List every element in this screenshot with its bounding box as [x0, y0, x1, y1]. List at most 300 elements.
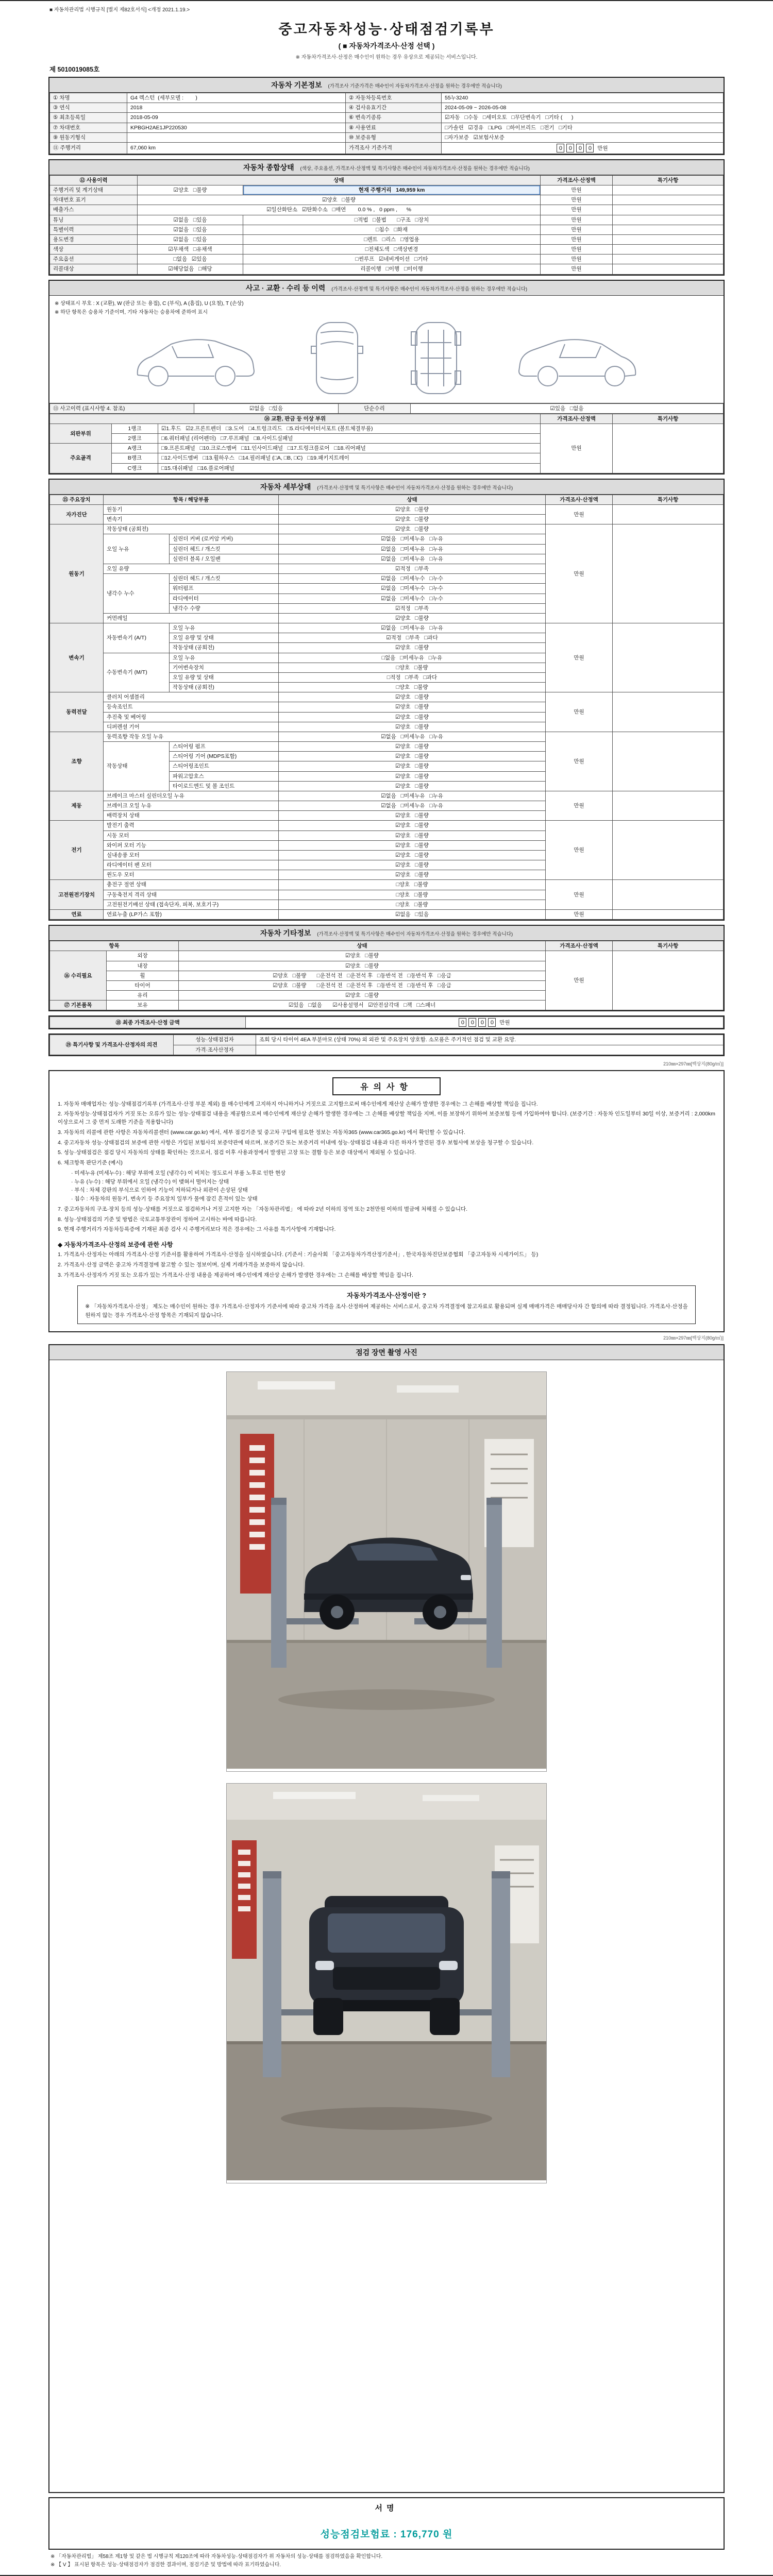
cell: 상태: [279, 495, 546, 504]
cell: ☑없음 □미세누유 □누유: [279, 554, 546, 564]
cell: [613, 821, 724, 880]
legend-codes: ※ 상태표시 부호 : X (교환), W (판금 또는 용접), C (부식), A (흠집), U (요철), T (손상): [55, 300, 244, 307]
cell: [613, 504, 724, 524]
cell: ☑양호 □불량: [279, 781, 546, 791]
print-spec: 210㎜×297㎜[백상지(80g/㎡)]: [663, 1061, 724, 1066]
cell: 2024-05-09 ~ 2026-05-08: [442, 103, 724, 113]
cell: 외장: [107, 951, 179, 961]
cell: 라디에이터: [170, 594, 279, 603]
cell: ☑적정 □부족: [279, 564, 546, 573]
cell: 2018-05-09: [127, 113, 346, 123]
section-accident-header: [49, 281, 724, 296]
section-accident-history: [48, 280, 725, 474]
cell: 가격조사·산정액: [541, 414, 613, 423]
cell: 오일 유량 및 상태: [170, 633, 279, 643]
table-row: [50, 93, 724, 103]
cell: 원동기: [50, 524, 104, 623]
cell: 특별이력: [50, 225, 138, 234]
notice-item: 5. 성능·상태점검은 점검 당시 자동차의 상태를 확인하는 것으로서, 점검 이후 사용과정에서 발생된 고장 또는 결함 등은 보증 대상에서 제외될 수 있습니다.: [58, 1149, 416, 1156]
amount-digit-box: 0: [468, 1018, 476, 1027]
cell: 배출가스: [50, 205, 138, 215]
cell: 만원: [546, 791, 613, 821]
cell: 수동변속기 (M/T): [104, 653, 170, 692]
cell: 만원: [541, 234, 613, 244]
amount-digit-box: 0: [478, 1018, 486, 1027]
cell: 변속기: [50, 623, 104, 692]
cell: 고전원전기배선 상태 (접속단자, 피복, 보호기구): [104, 900, 279, 909]
cell: ☑양호 □불량: [279, 831, 546, 840]
cell: ☑양호 □불량: [138, 195, 541, 205]
section-signature: [48, 2497, 725, 2550]
table-row: [50, 880, 724, 890]
cell: 67,060 km: [127, 142, 346, 154]
table-row: [50, 225, 724, 234]
cell: ☑양호 □불량: [279, 870, 546, 880]
notice-item: 1. 가격조사·산정자는 아래의 가격조사·산정 기준서를 활용하여 가격조사·산정을 실시하였습니다. (기준서 : 기술사회 「중고자동차가격산정기준서」, 한국자동차진단보증협회 「중고자동차 시세가이드」 등): [58, 1251, 539, 1258]
footer-line-1: ※ 「자동차관리법」 제58조 제1항 및 같은 법 시행규칙 제120조에 따라 자동차성능·상태점검자가 위 자동차의 성능·상태를 점검하였음을 확인합니다.: [51, 2554, 383, 2560]
cell: 실린더 헤드 / 개스킷: [170, 574, 279, 584]
cell: [246, 1017, 724, 1028]
definition-text: ※ 「자동차가격조사·산정」 제도는 매수인이 원하는 경우 가격조사·산정자가 기준서에 따라 중고차 가격을 조사·산정하여 제공하는 서비스로서, 중고차 가격결정에 참고자료로 활용되며 실제 매매가격은 매매당사자 간 합의에 따라 결정됩니다. 가격조사·산정을 원하지 않는 경우 가격조사·산정 항목은 기재되지 않습니다.: [85, 1303, 688, 1318]
table-row: [50, 692, 724, 702]
cell: 가격조사·산정액: [541, 175, 613, 185]
cell: [256, 1045, 724, 1055]
notice-subitem: · 미세누유 (미세누수) : 해당 부위에 오일 (냉각수) 이 비치는 정도로서 부품 노후로 인한 현상: [71, 1170, 286, 1176]
footer-line-2: ※ 【 V 】 표시된 항목은 성능·상태점검자가 점검한 결과이며, 점검기준 및 방법에 따라 표기하였습니다.: [51, 2562, 281, 2568]
cell: ☑없음 □있음: [194, 403, 339, 413]
cell: C랭크: [112, 463, 158, 473]
section-remarks: [48, 1033, 725, 1056]
table-row: [50, 255, 724, 264]
section-title: 점검 장면 촬영 사진: [356, 1348, 417, 1357]
section-note: (가격조사·산정액 및 특기사항은 매수인이 자동차가격조사·산정을 원하는 경우에만 적습니다): [317, 485, 513, 491]
cell: ☑양호 □불량 □운전석 전 □운전석 후 □동반석 전 □동반석 후 □응급: [179, 980, 546, 990]
table-row: [50, 423, 724, 433]
table-row: [50, 732, 724, 741]
cell: 자동변속기 (A/T): [104, 623, 170, 653]
amount-digit-box: 0: [566, 144, 574, 152]
cell: 특기사항: [613, 175, 724, 185]
document-subnote: ※ 자동차가격조사·산정은 매수인이 원하는 경우 유상으로 제공되는 서비스입니다.: [295, 55, 478, 60]
car-diagram-rear-quarter: [504, 319, 653, 397]
amount-digit-box: 0: [586, 144, 594, 152]
warranty-title: ◆ 자동차가격조사·산정의 보증에 관한 사항: [58, 1241, 173, 1249]
cell: 가격조사·산정액: [546, 495, 613, 504]
cell: 변속기: [104, 515, 279, 524]
cell: ☑없음 □미세누유 □누유: [279, 732, 546, 741]
car-diagram-top-view: [306, 319, 368, 397]
cell: 오일 유량: [104, 564, 279, 573]
cell: 가격·조사산정자: [174, 1045, 256, 1055]
cell: □침수 □화재: [243, 225, 541, 234]
cell: ☑없음 □미세누유 □누유: [279, 534, 546, 544]
cell: 만원: [541, 215, 613, 225]
price-definition-box: [77, 1285, 695, 1324]
cell: 만원: [541, 264, 613, 274]
cell: ⑭ 교환, 판금 등 이상 부위: [50, 414, 541, 423]
cell: ☑양호 □불량: [179, 991, 546, 1001]
section-etc-header: [49, 926, 724, 941]
cell: [613, 732, 724, 791]
cell: 스티어링 펌프: [170, 742, 279, 752]
cell: 성능·상태점검자: [174, 1035, 256, 1045]
cell: 고전원전기장치: [50, 880, 104, 910]
cell: 주요옵션: [50, 255, 138, 264]
section-title: 자동차 기타정보: [260, 929, 311, 938]
notice-item: 9. 현재 주행거리가 자동차등록증에 기재된 최종 검사 시 주행거리보다 적은 경우에는 그 사유를 특기사항에 기재합니다.: [58, 1226, 336, 1233]
cell: [613, 225, 724, 234]
cell: □6.쿼터패널 (리어펜더) □7.루프패널 □8.사이드실패널: [158, 434, 541, 444]
cell: □렌트 □리스 □영업용: [243, 234, 541, 244]
cell: □적정 □부족 □과다: [279, 672, 546, 682]
cell: 냉각수 누수: [104, 574, 170, 614]
legend-note: ※ 하단 항목은 승용차 기준이며, 기타 자동차는 승용차에 준하여 표시: [55, 309, 208, 315]
section-title: 사고 · 교환 · 수리 등 이력: [245, 283, 326, 292]
table-row: [50, 234, 724, 244]
basic-info-table: [49, 93, 724, 154]
notice-item: 1. 자동차 매매업자는 성능·상태점검기록부 (가격조사·산정 부분 제외) 를 매수인에게 고지하지 아니하거나 거짓으로 고지함으로써 매수인에게 재산상 손해가 발생한 경우에는 그 손해를 배상할 책임을 집니다.: [58, 1100, 538, 1107]
cell: [613, 234, 724, 244]
cell: ☑없음 □미세누유 □누유: [279, 791, 546, 801]
cell: ☑양호 □불량: [279, 821, 546, 831]
cell: ☑양호 □불량: [279, 752, 546, 761]
cell: 유리: [107, 991, 179, 1001]
cell: □양호 □불량: [279, 683, 546, 692]
cell: 내장: [107, 961, 179, 971]
car-diagram-front-quarter: [120, 319, 269, 397]
cell: 만원: [546, 880, 613, 910]
amount-unit: 만원: [498, 1020, 510, 1026]
section-title: 자동차 기본정보: [271, 81, 322, 89]
cell: 1랭크: [112, 423, 158, 433]
cell: [613, 185, 724, 195]
cell: 만원: [541, 205, 613, 215]
cell: 연료: [50, 910, 104, 920]
cell: □전체도색 □색상변경: [243, 245, 541, 255]
table-row: [50, 1035, 724, 1045]
cell: ☑양호 □불량: [279, 850, 546, 860]
cell: ☑양호 □불량: [279, 712, 546, 722]
table-row: [50, 205, 724, 215]
cell: 단순수리: [339, 403, 411, 413]
cell: ⑬ 사고이력 (표시사항 4. 참조): [50, 403, 194, 413]
cell: 리콜대상: [50, 264, 138, 274]
table-row: [50, 132, 724, 142]
cell: □적법 □불법 □구조 □장치: [243, 215, 541, 225]
cell: [613, 910, 724, 920]
cell: □없음 □미세누유 □누유: [279, 653, 546, 663]
cell: 리콜이행 □이행 □미이행: [243, 264, 541, 274]
section-etc-info: [48, 925, 725, 1011]
table-row: [50, 941, 724, 951]
cell: 차대번호 표기: [50, 195, 138, 205]
cell: 타이어: [107, 980, 179, 990]
cell: 작동상태 (공회전): [170, 683, 279, 692]
section-detailed-condition: [48, 479, 725, 921]
table-row: [50, 623, 724, 633]
cell: 동력전달: [50, 692, 104, 732]
cell: G4 렉스턴 (세부모델 : ): [127, 93, 346, 103]
cell: ☑양호 □불량: [138, 185, 243, 195]
cell: ⑥ 변속기종류: [346, 113, 442, 123]
cell: □9.프론트패널 □10.크로스멤버 □11.인사이드패널 □17.트렁크플로어 □18.리어패널: [158, 444, 541, 453]
cell: ☑없음 □있음: [138, 215, 243, 225]
cell: 라디에이터 팬 모터: [104, 860, 279, 870]
cell: 외판부위: [50, 423, 112, 443]
cell: [613, 205, 724, 215]
section-note: (가격조사·산정액 및 특기사항은 매수인이 자동차가격조사·산정을 원하는 경우에만 적습니다): [331, 286, 528, 292]
cell: 구동축전지 격리 상태: [104, 890, 279, 900]
cell: 오일 누유: [104, 534, 170, 564]
cell: 등속조인트: [104, 702, 279, 712]
cell: 타이로드엔드 및 볼 조인트: [170, 781, 279, 791]
damage-code-legend: [49, 296, 724, 403]
cell: 오일 누유: [170, 623, 279, 633]
cell: 항목 / 해당부품: [104, 495, 279, 504]
cell: 만원: [546, 524, 613, 623]
cell: □양호 □불량: [279, 880, 546, 890]
cell: 디퍼렌셜 기어: [104, 722, 279, 732]
document-page: [48, 4, 725, 2573]
table-row: [50, 245, 724, 255]
cell: 실내송풍 모터: [104, 850, 279, 860]
cell: 만원: [546, 692, 613, 732]
cell: ☑양호 □불량: [279, 771, 546, 781]
cell: [613, 264, 724, 274]
cell: 작동상태 (공회전): [104, 524, 279, 534]
notices-body: [58, 1100, 715, 1234]
amount-digit-box: 0: [576, 144, 584, 152]
cell: 실린더 헤드 / 개스킷: [170, 544, 279, 554]
cell: 특기사항: [613, 495, 724, 504]
cell: 파워고압호스: [170, 771, 279, 781]
etc-info-table: [49, 941, 724, 1010]
cell: KPBGH2AE1JP220530: [127, 123, 346, 132]
cell: 항목: [50, 941, 179, 951]
section-notices: [48, 1070, 725, 1332]
notices-title: 유의사항: [332, 1077, 441, 1095]
final-price-table: [49, 1016, 724, 1028]
cell: ☑일산화탄소 ☑탄화수소 □매연 0.0 % , 0 ppm , %: [138, 205, 541, 215]
table-row: [50, 113, 724, 123]
section-inspection-photos: [48, 1344, 725, 2493]
cell: 만원: [541, 245, 613, 255]
cell: 튜닝: [50, 215, 138, 225]
cell: 만원: [546, 910, 613, 920]
cell: ☑양호 □불량: [279, 524, 546, 534]
cell: [613, 195, 724, 205]
table-row: [50, 215, 724, 225]
cell: 가격조사·산정액: [546, 941, 613, 951]
cell: 조향: [50, 732, 104, 791]
cell: 동력조향 작동 오일 누유: [104, 732, 279, 741]
section-title: 자동차 종합상태: [243, 163, 294, 172]
cell: ☑양호 □불량: [279, 692, 546, 702]
cell: ☑있음 □없음 ☑사용설명서 ☑안전삼각대 □잭 □스패너: [179, 1001, 546, 1010]
notice-item: 3. 자동차의 리콜에 관한 사항은 자동차리콜센터 (www.car.go.kr) 에서, 세부 점검기준 및 중고차 구입에 필요한 정보는 자동차365 (www.car365.go.kr) 에서 확인할 수 있습니다.: [58, 1129, 465, 1136]
lift-post-right: [492, 1871, 510, 2077]
notice-item: 2. 가격조사·산정 금액은 중고차 가격결정에 참고할 수 있는 정보이며, 실제 거래가격을 보증하지 않습니다.: [58, 1261, 305, 1268]
cell: 현재 주행거리 149,959 km: [243, 185, 541, 195]
cell: 오일 누유: [170, 653, 279, 663]
print-spec: 210㎜×297㎜[백상지(80g/㎡)]: [663, 1335, 724, 1341]
cell: 보유: [107, 1001, 179, 1010]
cell: 특기사항: [613, 941, 724, 951]
cell: [613, 791, 724, 821]
warranty-body: [58, 1251, 715, 1279]
cell: [613, 623, 724, 692]
cell: ☑양호 □불량: [279, 742, 546, 752]
notice-item: 2. 자동차성능·상태점검자가 거짓 또는 오류가 있는 성능·상태점검 내용을 제공함으로써 매수인에게 재산상 손해가 발생한 경우에는 그 손해를 배상할 책임을 지며, 이를 보장하기 위하여 보증보험 등에 가입하여야 합니다. (보증기간 : 자동차 인도일부터 30일 이상, 보증거리 : 2,000km 이상으로서 그 중 먼저 도래한 기준을 적용합니다): [58, 1111, 715, 1126]
cell: 색상: [50, 245, 138, 255]
amount-digit-box: 0: [459, 1018, 466, 1027]
cell: □가솔린 ☑경유 □LPG □하이브리드 □전기 □기타: [442, 123, 724, 132]
cell: 만원: [541, 195, 613, 205]
cell: 만원: [541, 185, 613, 195]
cell: □양호 □불량: [279, 663, 546, 672]
cell: ☑없음 □미세누수 □누수: [279, 584, 546, 594]
cell: □자가보증 ☑보험사보증: [442, 132, 724, 142]
amount-unit: 만원: [596, 145, 608, 151]
cell: 워터펌프: [170, 584, 279, 594]
cell: 스티어링 기어 (MDPS포함): [170, 752, 279, 761]
cell: □없음 ☑있음: [138, 255, 243, 264]
photo-2-image: [227, 1784, 546, 2180]
cell: 기어변속장치: [170, 663, 279, 672]
cell: □15.대쉬패널 □16.플로어패널: [158, 463, 541, 473]
cell: 커먼레일: [104, 613, 279, 623]
cell: ☑없음 □있음: [279, 910, 546, 920]
cell: 실린더 블록 / 오일팬: [170, 554, 279, 564]
cell: 냉각수 수량: [170, 603, 279, 613]
cell: 2랭크: [112, 434, 158, 444]
remarks-table: [49, 1035, 724, 1055]
lift-post-left: [271, 1498, 287, 1668]
cell: 만원: [546, 951, 613, 1010]
cell: 만원: [546, 821, 613, 880]
cell: 용도변경: [50, 234, 138, 244]
cell: 가격조사 기준가격: [346, 142, 442, 154]
cell: ☑있음 □없음: [411, 403, 724, 413]
table-row: [50, 175, 724, 185]
overall-condition-table: [49, 175, 724, 275]
cell: ☑없음 □있음: [138, 234, 243, 244]
cell: 만원: [546, 732, 613, 791]
cell: 주행거리 및 계기상태: [50, 185, 138, 195]
table-row: [50, 910, 724, 920]
cell: 충전구 절연 상태: [104, 880, 279, 890]
cell: 제동: [50, 791, 104, 821]
cell: ☑양호 □불량: [279, 860, 546, 870]
document-title: 중고자동차성능·상태점검기록부: [278, 22, 495, 37]
cell: [613, 215, 724, 225]
definition-title: 자동차가격조사·산정이란 ?: [346, 1292, 427, 1300]
notice-subitem: · 침수 : 자동차의 원동기, 변속기 등 주요장치 일부가 물에 잠긴 흔적이 있는 상태: [71, 1196, 258, 1202]
cell: [613, 423, 724, 473]
notice-subitem: · 부식 : 차체 강판의 부식으로 인하여 기능이 저하되거나 외관이 손상된 상태: [71, 1187, 248, 1194]
cell: 만원: [541, 225, 613, 234]
cell: 실린더 커버 (로커암 커버): [170, 534, 279, 544]
table-row: [50, 504, 724, 514]
section-overall-condition: [48, 159, 725, 276]
insurance-fee-label: 성능점검보험료 :: [320, 2529, 397, 2540]
cell: 주요골격: [50, 444, 112, 473]
cell: B랭크: [112, 453, 158, 463]
cell: ☑없음 □미세누수 □누수: [279, 594, 546, 603]
table-row: [50, 1017, 724, 1028]
photo-1-image: [227, 1372, 546, 1769]
cell: 오일 유량 및 상태: [170, 672, 279, 682]
notice-subitem: · 누유 (누수) : 해당 부위에서 오일 (냉각수) 이 맺혀서 떨어지는 상태: [71, 1178, 229, 1185]
cell: ☑양호 □불량: [279, 811, 546, 821]
cell: 2018: [127, 103, 346, 113]
form-reference: ■ 자동차관리법 시행규칙 [별지 제82호서식] <개정 2021.1.19.>: [49, 7, 190, 13]
car-diagram-underbody-view: [405, 319, 467, 397]
cell: □양호 □불량: [279, 890, 546, 900]
section-final-price: [48, 1015, 725, 1029]
table-row: [50, 821, 724, 831]
cell: ☑양호 □불량: [279, 643, 546, 653]
table-row: [50, 414, 724, 423]
cell: 상태: [179, 941, 546, 951]
amount-digit-box: 0: [557, 144, 564, 152]
table-row: [50, 495, 724, 504]
cell: ⑱ 최종 가격조사·산정 금액: [50, 1017, 246, 1028]
cell: [613, 524, 724, 623]
section-note: (가격조사·산정액 및 특기사항은 매수인이 자동차가격조사·산정을 원하는 경우에만 적습니다): [317, 931, 513, 938]
section-detail-header: [49, 480, 724, 495]
table-row: [50, 103, 724, 113]
inspection-photo-1: [226, 1371, 547, 1772]
cell: ☑양호 □불량: [279, 613, 546, 623]
cell: 전기: [50, 821, 104, 880]
cell: 자가진단: [50, 504, 104, 524]
cell: ☑양호 □불량 □운전석 전 □운전석 후 □동반석 전 □동반석 후 □응급: [179, 971, 546, 980]
cell: ⑮ 주요장치: [50, 495, 104, 504]
notice-item: 8. 성능·상태점검의 기준 및 방법은 국토교통부장관이 정하여 고시하는 바에 따릅니다.: [58, 1216, 257, 1223]
cell: 작동상태 (공회전): [170, 643, 279, 653]
cell: 브레이크 마스터 실린더오일 누유: [104, 791, 279, 801]
notice-item: 6. 체크항목 판단기준 (예시): [58, 1160, 123, 1166]
cell: ⑤ 최초등록일: [50, 113, 127, 123]
cell: ☑양호 □불량: [279, 722, 546, 732]
cell: ☑1.후드 ☑2.프론트펜더 □3.도어 □4.트렁크리드 □5.라디에이터서포트 (볼트체결부품): [158, 423, 541, 433]
cell: ☑양호 □불량: [279, 515, 546, 524]
cell: 브레이크 오일 누유: [104, 801, 279, 811]
cell: ⑲ 특기사항 및 가격조사·산정자의 의견: [50, 1035, 174, 1055]
cell: ④ 검사유효기간: [346, 103, 442, 113]
cell: 와이퍼 모터 기능: [104, 840, 279, 850]
cell: 만원: [541, 255, 613, 264]
cell: ⑧ 사용연료: [346, 123, 442, 132]
section-basic-info: [48, 77, 725, 155]
cell: ☑양호 □불량: [279, 702, 546, 712]
cell: ☑양호 □불량: [179, 951, 546, 961]
photos-header: [49, 1345, 724, 1360]
cell: [613, 692, 724, 732]
document-subtitle: ( ■ 자동차가격조사·산정 선택 ): [338, 42, 435, 50]
cell: 상태: [138, 175, 541, 185]
section-overall-header: [49, 160, 724, 175]
table-row: [50, 185, 724, 195]
cell: ② 자동차등록번호: [346, 93, 442, 103]
cell: ☑해당없음 □해당: [138, 264, 243, 274]
cell: ☑양호 □불량: [279, 504, 546, 514]
cell: ⑰ 기본품목: [50, 1001, 107, 1010]
cell: ⑯ 수리필요: [50, 951, 107, 1001]
table-row: [50, 403, 724, 413]
cell: ☑양호 □불량: [279, 761, 546, 771]
